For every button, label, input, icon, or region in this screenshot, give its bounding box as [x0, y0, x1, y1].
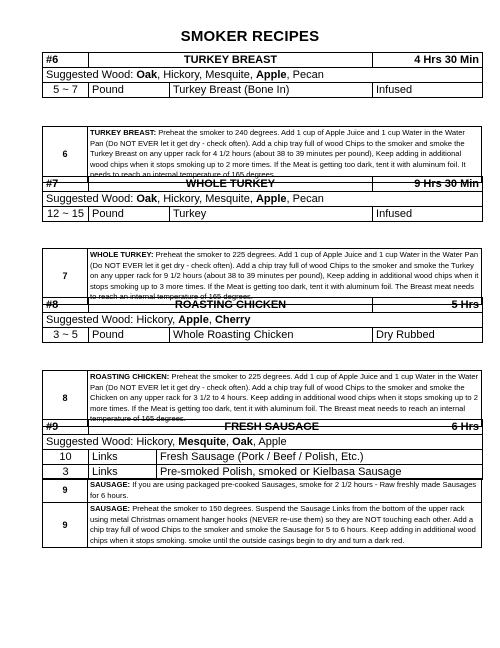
description-body: Preheat the smoker to 240 degrees. Add 1 cup of Apple Juice and 1 cup Water in the Water Pan (Do NOT EVER let it get dry - check often). Add a chip tray full of wood Chips to the smoker and smoke the Turkey Breast on any upper rack for 4 1/2 hours (about 38 to 39 minutes per pound), Keep adding in additional wood chips when it stops smoking up to 2 more times. If the Meat is getting too dark, tent it with aluminum foil. It needs to reach an internal temperature of 165 degrees. — [90, 128, 466, 179]
unit: Pound — [89, 328, 170, 343]
wood-option: Pecan — [292, 69, 324, 81]
wood-option: Apple — [178, 314, 209, 326]
recipe-name-text: FRESH SAUSAGE — [224, 421, 320, 433]
item: Turkey Breast (Bone In) — [170, 83, 373, 98]
recipe-name: WHOLE TURKEY — [89, 177, 373, 192]
recipe-number: #8 — [43, 298, 89, 313]
suggested-wood — [43, 435, 483, 450]
item: Fresh Sausage (Pork / Beef / Polish, Etc.) — [157, 450, 483, 465]
wood-label: Suggested Wood: — [46, 314, 134, 326]
description-lead: TURKEY BREAST: — [90, 128, 157, 137]
wood-label: Suggested Wood: — [46, 193, 134, 205]
quantity: 5 ~ 7 — [43, 83, 89, 98]
wood-option: Mesquite — [205, 193, 250, 205]
recipe-description-6 — [42, 126, 482, 183]
description-lead: SAUSAGE: — [90, 504, 131, 513]
method: Infused — [373, 83, 483, 98]
description-body: Preheat the smoker to 225 degrees. Add 1 cup of Apple Juice and 1 cup Water in the Water Pan (Do NOT EVER let it get dry - check often). Add a chip tray full of wood Chips to the smoker and smoke the Chicken on any upper rack for 3 1/2 to 4 hours. Keep adding in additional wood chips when it stops smoking up to 2 more times. If the Meat is getting too dark, tent it with aluminum foil. The Breast meat needs to reach an internal temperature of 165 degrees. — [90, 372, 479, 423]
item: Whole Roasting Chicken — [170, 328, 373, 343]
recipe-description-9 — [42, 478, 482, 548]
recipe-section-8 — [42, 297, 482, 343]
page-title: SMOKER RECIPES — [180, 28, 320, 45]
quantity: 3 — [43, 465, 89, 480]
recipe-time: 9 Hrs 30 Min — [373, 177, 483, 192]
recipe-time: 5 Hrs — [373, 298, 483, 313]
description-body: Preheat the smoker to 225 degrees. Add 1 cup of Apple Juice and 1 cup Water in the Water Pan (Do NOT EVER let it get dry - check often). Add a chip tray full of wood Chips to the smoker and smoke the Turkey on any upper rack for 9 1/2 hours (about 38 to 39 minutes per pound), Keep adding in additional wood chips when it stops smoking up to 3 more times. If the Meat is getting too dark, tent it with aluminum foil. The Breast meat needs to reach an internal temperature of 165 degrees. — [90, 250, 479, 301]
wood-option: Oak — [232, 436, 253, 448]
description-lead: SAUSAGE: — [90, 480, 131, 489]
wood-list: Oak, Hickory, Mesquite, Apple, Pecan — [136, 193, 324, 205]
wood-option: Pecan — [292, 193, 324, 205]
quantity: 10 — [43, 450, 89, 465]
wood-list: Oak, Hickory, Mesquite, Apple, Pecan — [136, 69, 324, 81]
wood-option: Hickory — [163, 69, 200, 81]
recipe-name — [89, 420, 483, 435]
wood-option: Hickory — [136, 436, 173, 448]
description-number: 7 — [43, 249, 88, 305]
unit: Links — [89, 450, 157, 465]
wood-option: Hickory — [136, 314, 173, 326]
description-number: 9 — [43, 503, 88, 548]
description-number: 9 — [43, 479, 88, 503]
wood-option: Oak — [136, 193, 158, 205]
recipe-section-7 — [42, 176, 482, 222]
unit: Pound — [89, 83, 170, 98]
wood-option: Cherry — [214, 314, 251, 326]
recipe-time: 6 Hrs — [451, 421, 479, 433]
wood-option: Oak — [136, 69, 158, 81]
recipe-number: #9 — [43, 420, 89, 435]
description-text — [88, 371, 482, 427]
description-text — [88, 249, 482, 305]
item: Turkey — [170, 207, 373, 222]
wood-option: Hickory — [163, 193, 200, 205]
wood-option: Apple — [255, 69, 287, 81]
wood-list: Hickory, Mesquite, Oak, Apple — [136, 436, 287, 448]
wood-option: Apple — [255, 193, 287, 205]
table-row — [43, 450, 483, 465]
table-row — [43, 207, 483, 222]
description-number: 8 — [43, 371, 88, 427]
suggested-wood — [43, 192, 483, 207]
suggested-wood — [43, 313, 483, 328]
wood-list: Hickory, Apple, Cherry — [136, 314, 251, 326]
description-text — [88, 127, 482, 183]
recipe-section-6 — [42, 52, 482, 98]
recipe-number: #7 — [43, 177, 89, 192]
table-row — [43, 83, 483, 98]
recipe-number: #6 — [43, 53, 89, 68]
recipe-name: ROASTING CHICKEN — [89, 298, 373, 313]
method: Infused — [373, 207, 483, 222]
description-text — [88, 503, 482, 548]
table-row — [43, 328, 483, 343]
description-lead: ROASTING CHICKEN: — [90, 372, 170, 381]
description-body: Preheat the smoker to 150 degrees. Suspend the Sausage Links from the bottom of the upper rack using metal Christmas ornament hanger hooks (NEVER re-use them) so they are NOT touching each other. Add a chip tray full of wood Chips to the smoker and smoke the Sausage for 5 to 6 hours. Keep adding in additional wood chips when it stops smoking. smoke until the outside casings begin to dry and turn a dark red. — [90, 504, 476, 545]
wood-option: Mesquite — [178, 436, 226, 448]
recipe-name: TURKEY BREAST — [89, 53, 373, 68]
recipe-time: 4 Hrs 30 Min — [373, 53, 483, 68]
description-body: If you are using packaged pre-cooked Sausages, smoke for 2 1/2 hours - Raw freshly made Sausages for 6 hours. — [90, 480, 477, 500]
quantity: 12 ~ 15 — [43, 207, 89, 222]
quantity: 3 ~ 5 — [43, 328, 89, 343]
description-lead: WHOLE TURKEY: — [90, 250, 154, 259]
wood-label: Suggested Wood: — [46, 69, 134, 81]
description-number: 6 — [43, 127, 88, 183]
item: Pre-smoked Polish, smoked or Kielbasa Sausage — [157, 465, 483, 480]
description-text — [88, 479, 482, 503]
recipe-section-9 — [42, 419, 482, 480]
wood-label: Suggested Wood: — [46, 436, 134, 448]
unit: Links — [89, 465, 157, 480]
wood-option: Mesquite — [205, 69, 250, 81]
wood-option: Apple — [258, 436, 287, 448]
unit: Pound — [89, 207, 170, 222]
suggested-wood — [43, 68, 483, 83]
method: Dry Rubbed — [373, 328, 483, 343]
